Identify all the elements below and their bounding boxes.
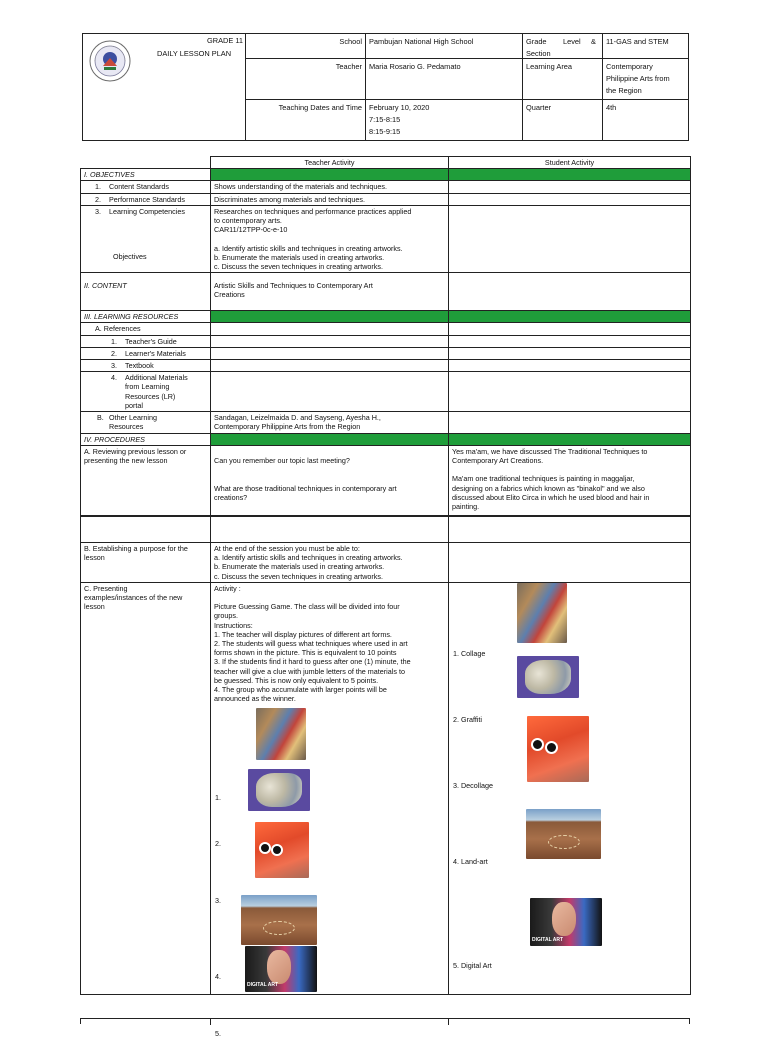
section-content: II. CONTENT	[81, 273, 211, 311]
digital-art-image	[530, 898, 602, 946]
green-band	[211, 169, 449, 181]
quarter-label: Quarter	[523, 100, 603, 141]
other-resources-value: Sandagan, Leizelmaida D. and Sayseng, Ayesha H., Contemporary Philippine Arts from the Region	[211, 412, 449, 433]
row-learners-materials: 2. Learner's Materials	[81, 347, 211, 359]
row-reviewing-lesson: A. Reviewing previous lesson or presenting the new lesson	[81, 445, 211, 515]
row-other-resources: B. Other Learning Resources	[81, 412, 211, 433]
student-item: 3. Decollage	[453, 780, 493, 790]
digital-art-caption: DIGITAL ART	[247, 982, 279, 988]
col-teacher-activity: Teacher Activity	[211, 157, 449, 169]
activity-text: Activity : Picture Guessing Game. The class will be divided into four groups. Instructions: 1. The teacher will display pictures of different art forms. 2. The students will guess what techniques where used in art forms shown in the picture. This is equivalent to 10 points 3. If the students find it hard to guess after one (1) minute, the teacher will give a clue with jumble letters of the materials to be guessed. This is now only equivalent to 5 points. 4. The group who accumulate with larger points will be announced as the winner.	[214, 583, 411, 704]
row-references: A. References	[81, 323, 211, 335]
green-band	[211, 433, 449, 445]
decollage-image	[527, 716, 589, 782]
row-learning-competencies: 3. Learning Competencies Objectives	[81, 205, 211, 272]
dates-value: February 10, 2020 7:15-8:15 8:15-9:15	[366, 100, 523, 141]
dates-label: Teaching Dates and Time	[246, 100, 366, 141]
plan-title: DAILY LESSON PLAN	[157, 49, 232, 58]
land-art-image	[526, 809, 601, 859]
col-student-activity: Student Activity	[449, 157, 691, 169]
reviewing-student-activity: Yes ma'am, we have discussed The Traditional Techniques to Contemporary Art Creations. Ma'am one traditional techniques is painting in maggaljar, designing on a fabrics which known as "binakol" and we also discussed about Elito Circa in which he used blood and hair in painting.	[449, 445, 691, 515]
digital-art-image	[245, 946, 317, 992]
green-band	[449, 169, 691, 181]
content-value: Artistic Skills and Techniques to Contemporary Art Creations	[211, 273, 449, 311]
pic-number: 5.	[215, 1028, 221, 1038]
header-title-cell	[83, 34, 246, 141]
performance-standards-value: Discriminates among materials and techniques.	[211, 193, 449, 205]
pic-number: 3.	[215, 895, 221, 905]
grade-label: GRADE 11	[206, 36, 243, 45]
collage-image	[517, 583, 567, 643]
graffiti-image	[517, 656, 579, 698]
school-value: Pambujan National High School	[366, 34, 523, 59]
land-art-image	[241, 895, 317, 945]
row-additional-materials: 4. Additional Materials from Learning Resources (LR) portal	[81, 372, 211, 412]
student-item: 1. Collage	[453, 648, 486, 658]
section-procedures: IV. PROCEDURES	[81, 433, 211, 445]
objectives-label: Objectives	[113, 251, 147, 261]
header-table	[82, 33, 689, 141]
grade-section-value: 11-GAS and STEM	[603, 34, 689, 59]
green-band	[211, 311, 449, 323]
pic-number: 2.	[215, 838, 221, 848]
row-content-standards: 1. Content Standards	[81, 181, 211, 193]
grade-section-label: Grade Level & Section	[523, 34, 603, 59]
green-band	[449, 311, 691, 323]
deped-seal-icon	[89, 40, 131, 82]
teacher-value: Maria Rosario G. Pedamato	[366, 59, 523, 100]
lesson-table-1	[80, 156, 691, 516]
next-table-fragment	[80, 1018, 690, 1024]
pic-number: 4.	[215, 971, 221, 981]
learning-competencies-value: Researches on techniques and performance practices applied to contemporary arts. CAR11/12TPP-0c-e-10 a. Identify artistic skills and techniques in creating artworks. b. Enumerate the materials used in creating artworks. c. Discuss the seven techniques in creating artworks.	[211, 205, 449, 272]
graffiti-image	[248, 769, 310, 811]
row-presenting-examples: C. Presenting examples/instances of the new lesson	[81, 582, 211, 994]
row-teachers-guide: 1. Teacher's Guide	[81, 335, 211, 347]
learning-area-label: Learning Area	[523, 59, 603, 100]
section-objectives: I. OBJECTIVES	[81, 169, 211, 181]
digital-art-caption: DIGITAL ART	[532, 937, 564, 943]
reviewing-teacher-activity: Can you remember our topic last meeting? What are those traditional techniques in contemporary art creations?	[211, 445, 449, 515]
decollage-image	[255, 822, 309, 878]
pic-number: 1.	[215, 792, 221, 802]
collage-image	[256, 708, 306, 760]
learning-area-value: Contemporary Philippine Arts from the Region	[603, 59, 689, 100]
student-item: 2. Graffiti	[453, 714, 483, 724]
row-establishing-purpose: B. Establishing a purpose for the lesson	[81, 543, 211, 583]
school-label: School	[246, 34, 366, 59]
content-standards-value: Shows understanding of the materials and techniques.	[211, 181, 449, 193]
student-item: 5. Digital Art	[453, 960, 492, 970]
row-performance-standards: 2. Performance Standards	[81, 193, 211, 205]
row-textbook: 3. Textbook	[81, 360, 211, 372]
section-learning-resources: III. LEARNING RESOURCES	[81, 311, 211, 323]
establishing-purpose-value: At the end of the session you must be able to: a. Identify artistic skills and techniques in creating artworks. b. Enumerate the materials used in creating artworks. c. Discuss the seven techniques in creating artworks.	[211, 543, 449, 583]
green-band	[449, 433, 691, 445]
quarter-value: 4th	[603, 100, 689, 141]
student-item: 4. Land-art	[453, 856, 488, 866]
teacher-label: Teacher	[246, 59, 366, 100]
